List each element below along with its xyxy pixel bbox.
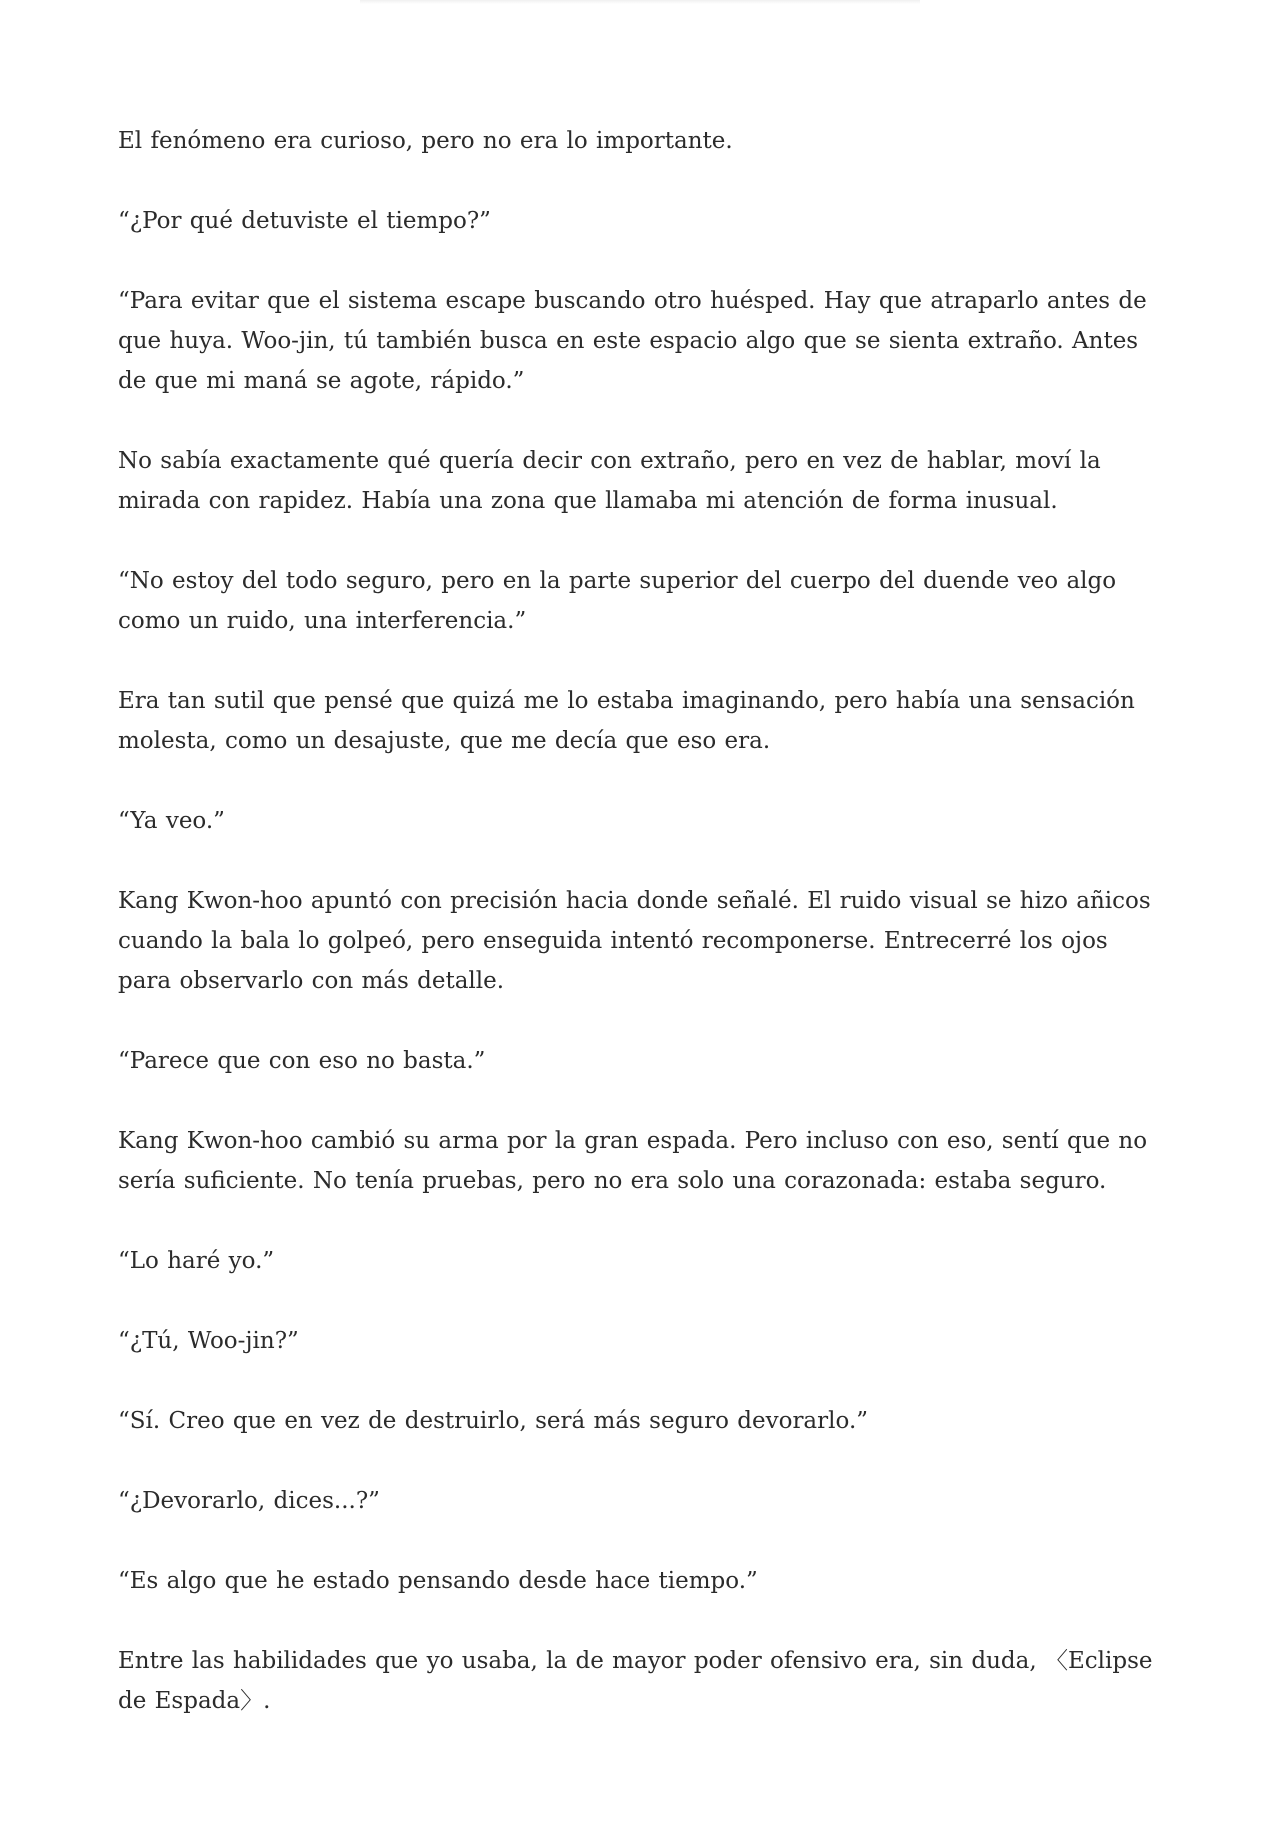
paragraph: “¿Tú, Woo-jin?” <box>118 1328 299 1354</box>
paragraph: “Es algo que he estado pensando desde hace tiempo.” <box>118 1568 758 1594</box>
paragraph: Kang Kwon-hoo apuntó con precisión hacia donde señalé. El ruido visual se hizo añicos cuando la bala lo golpeó, pero enseguida intentó recomponerse. Entrecerré los ojos para observarlo con más detalle. <box>118 888 1151 994</box>
paragraph: “No estoy del todo seguro, pero en la parte superior del cuerpo del duende veo algo como un ruido, una interferencia.” <box>118 568 1117 634</box>
top-edge-shadow <box>360 0 920 4</box>
paragraph: El fenómeno era curioso, pero no era lo importante. <box>118 128 733 154</box>
chapter-text <box>118 121 1162 1761</box>
paragraph: “¿Devorarlo, dices...?” <box>118 1488 380 1514</box>
paragraph: Kang Kwon-hoo cambió su arma por la gran espada. Pero incluso con eso, sentí que no sería suficiente. No tenía pruebas, pero no era solo una corazonada: estaba seguro. <box>118 1128 1148 1194</box>
paragraph: “Parece que con eso no basta.” <box>118 1048 486 1074</box>
paragraph: “Lo haré yo.” <box>118 1248 275 1274</box>
paragraph: “Sí. Creo que en vez de destruirlo, será más seguro devorarlo.” <box>118 1408 869 1434</box>
paragraph: Entre las habilidades que yo usaba, la de mayor poder ofensivo era, sin duda, 〈Eclipse de Espada〉. <box>118 1648 1153 1714</box>
paragraph: “Ya veo.” <box>118 808 225 834</box>
paragraph: Era tan sutil que pensé que quizá me lo estaba imaginando, pero había una sensación molesta, como un desajuste, que me decía que eso era. <box>118 688 1135 754</box>
paragraph: “Para evitar que el sistema escape buscando otro huésped. Hay que atraparlo antes de que huya. Woo-jin, tú también busca en este espacio algo que se sienta extraño. Antes de que mi maná se agote, rápido.” <box>118 288 1147 394</box>
paragraph: “¿Por qué detuviste el tiempo?” <box>118 208 491 234</box>
paragraph: No sabía exactamente qué quería decir con extraño, pero en vez de hablar, moví la mirada con rapidez. Había una zona que llamaba mi atención de forma inusual. <box>118 448 1101 514</box>
